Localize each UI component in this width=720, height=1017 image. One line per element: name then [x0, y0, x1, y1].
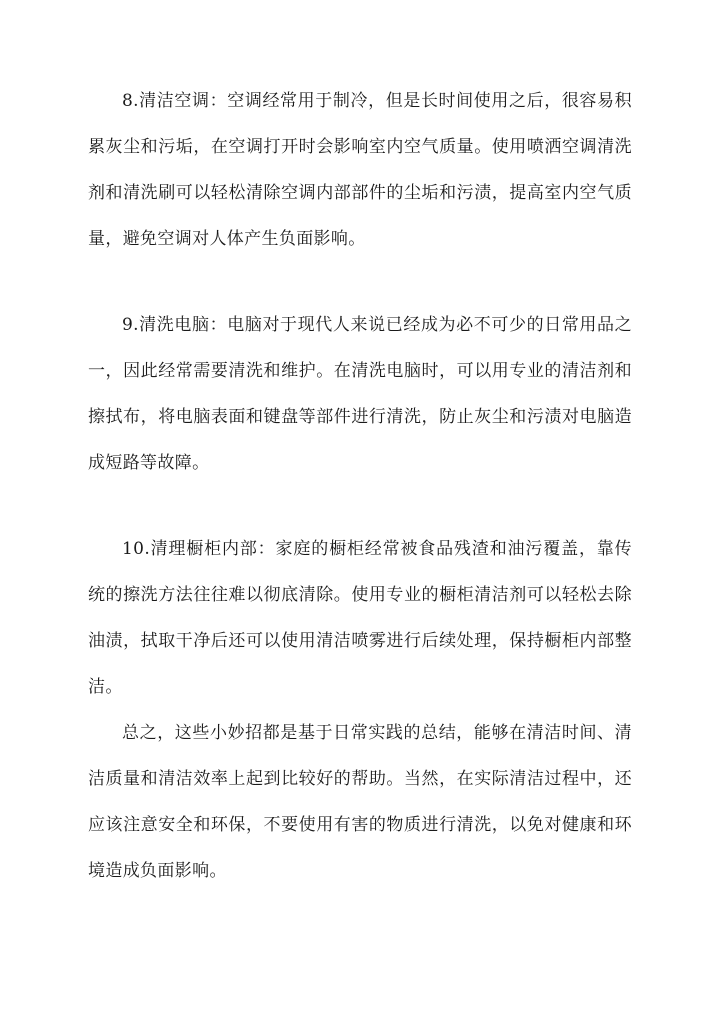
paragraph-summary: 总之，这些小妙招都是基于日常实践的总结，能够在清洁时间、清洁质量和清洁效率上起到比较好的帮助。当然，在实际清洁过程中，还应该注意安全和环保，不要使用有害的物质进行清洗，以免对健康和环境造成负面影响。 [88, 723, 632, 881]
paragraph-clean-air-conditioner: 8.清洁空调：空调经常用于制冷，但是长时间使用之后，很容易积累灰尘和污垢，在空调打开时会影响室内空气质量。使用喷洒空调清洗剂和清洗刷可以轻松清除空调内部部件的尘垢和污渍，提高室内空气质量，避免空调对人体产生负面影响。 [88, 91, 632, 249]
paragraph-clean-computer: 9.清洗电脑：电脑对于现代人来说已经成为必不可少的日常用品之一，因此经常需要清洗和维护。在清洗电脑时，可以用专业的清洁剂和擦拭布，将电脑表面和键盘等部件进行清洗，防止灰尘和污渍对电脑造成短路等故障。 [88, 315, 632, 473]
paragraph-clean-cabinet: 10.清理橱柜内部：家庭的橱柜经常被食品残渣和油污覆盖，靠传统的擦洗方法往往难以彻底清除。使用专业的橱柜清洁剂可以轻松去除油渍，拭取干净后还可以使用清洁喷雾进行后续处理，保持橱柜内部整洁。 [88, 539, 632, 697]
